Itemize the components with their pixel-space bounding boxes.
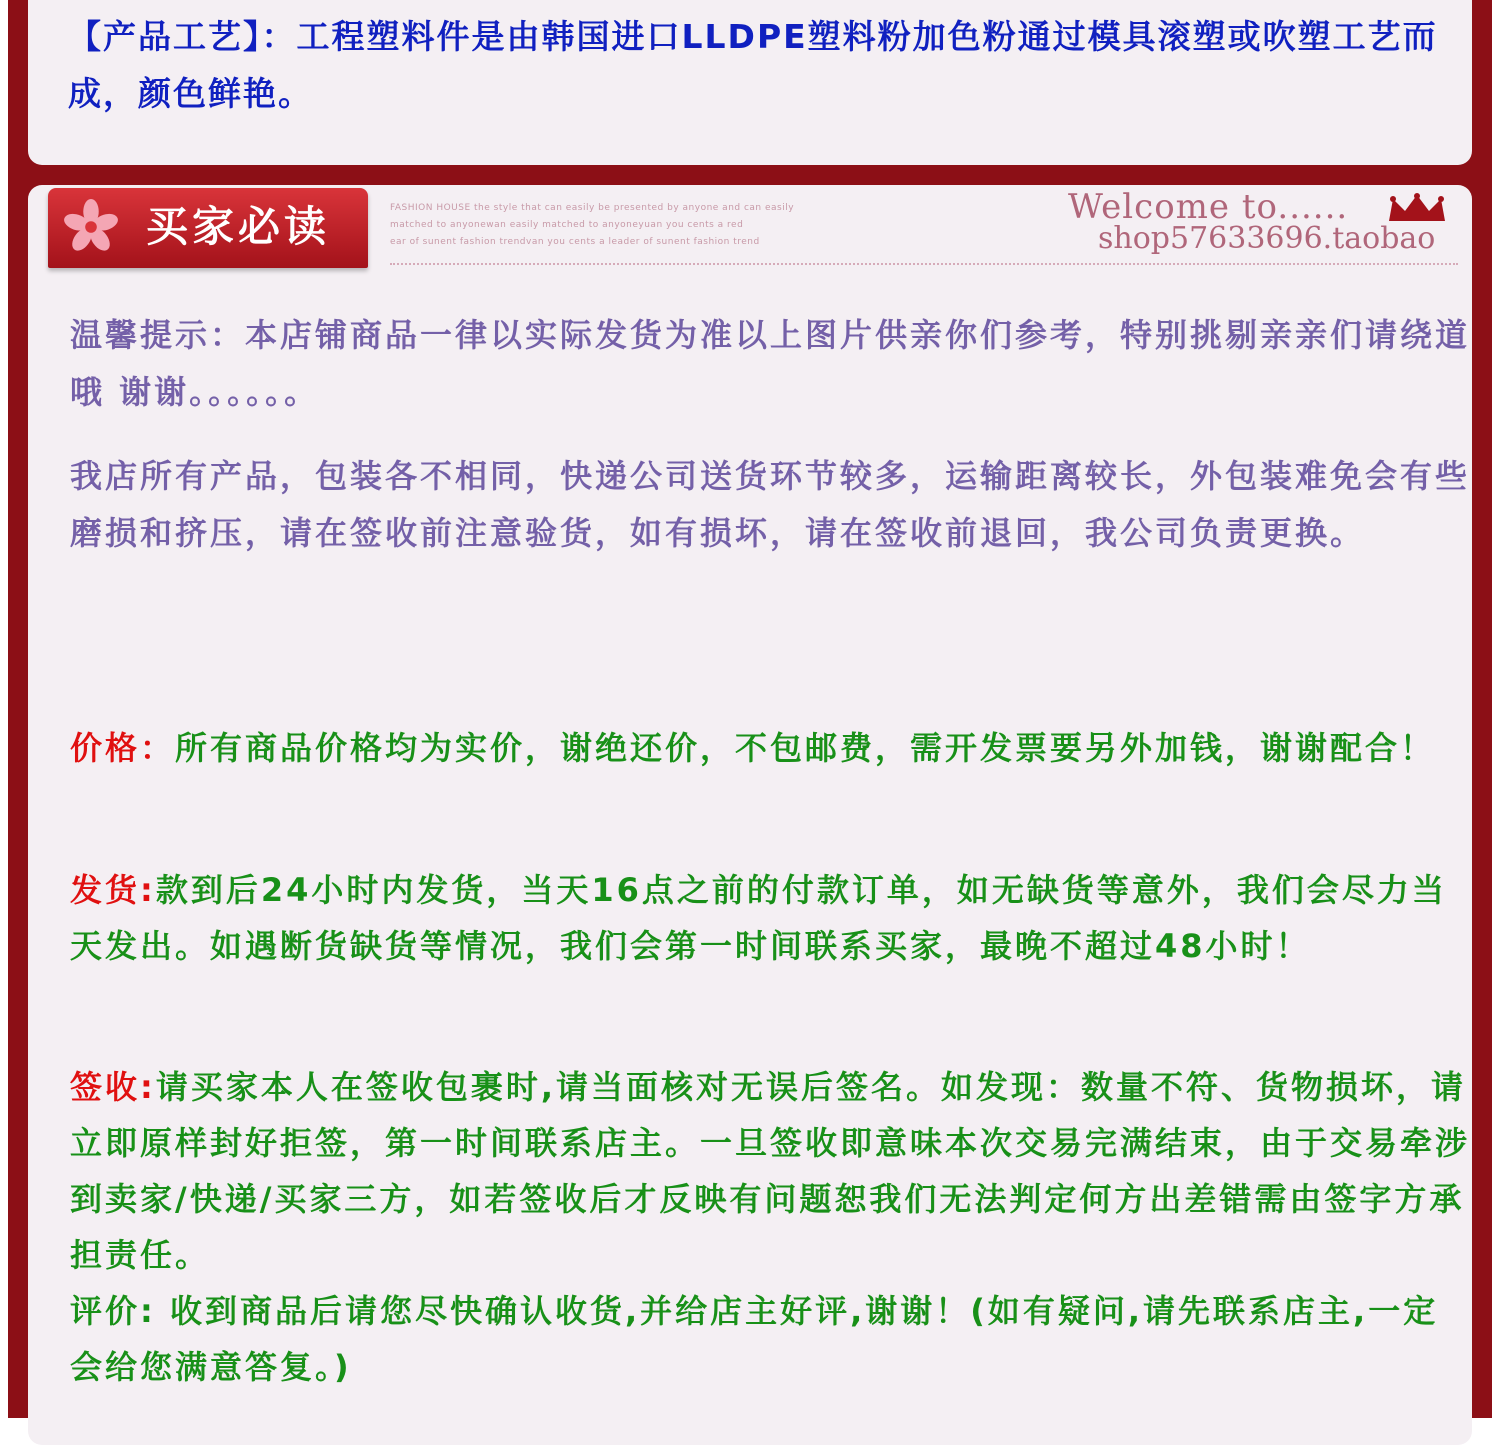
packaging-notice: 我店所有产品，包装各不相同，快递公司送货环节较多，运输距离较长，外包装难免会有些磨损和挤压，请在签收前注意验货，如有损坏，请在签收前退回，我公司负责更换。 [70, 457, 1471, 552]
shipping-label: 发货: [70, 871, 156, 909]
shipping-text: 款到后24小时内发货，当天16点之前的付款订单，如无缺货等意外，我们会尽力当天发出。如遇断货缺货等情况，我们会第一时间联系买家，最晚不超过48小时！ [70, 871, 1447, 965]
warm-tip: 温馨提示：本店铺商品一律以实际发货为准以上图片供亲你们参考，特别挑剔亲亲们请绕道哦 谢谢。。。。。。 [70, 316, 1471, 411]
welcome-text: Welcome to...... [1068, 187, 1349, 227]
fine-print-line: matched to anyonewan easily matched to anyoneyuan you cents a red [390, 220, 744, 230]
receipt-policy [70, 1059, 1470, 1283]
shipping-policy [70, 862, 1470, 974]
craft-panel [28, 0, 1472, 165]
receipt-label: 签收: [70, 1068, 156, 1106]
review-policy: 评价: 收到商品后请您尽快确认收货,并给店主好评,谢谢！(如有疑问,请先联系店主,一定会给您满意答复。) [70, 1292, 1439, 1386]
price-policy [70, 720, 1470, 776]
fine-print-line: ear of sunent fashion trendvan you cents a leader of sunent fashion trend [390, 237, 760, 247]
page-frame [8, 0, 1492, 1418]
badge-title: 买家必读 [146, 202, 331, 251]
header-divider [390, 263, 1458, 265]
receipt-text: 请买家本人在签收包裹时,请当面核对无误后签名。如发现：数量不符、货物损坏，请立即原样封好拒签，第一时间联系店主。一旦签收即意味本次交易完满结束，由于交易牵涉到卖家/快递/买家三方，如若签收后才反映有问题恕我们无法判定何方出差错需由签字方承担责任。 [70, 1068, 1471, 1274]
fine-print-line: FASHION HOUSE the style that can easily be presented by anyone and can easily [390, 203, 795, 213]
shop-address: shop57633696.taobao [1098, 221, 1436, 256]
buyer-must-read-badge [48, 188, 368, 268]
price-label: 价格： [70, 729, 176, 767]
flower-icon [62, 198, 120, 256]
price-text: 所有商品价格均为实价，谢绝还价，不包邮费，需开发票要另外加钱，谢谢配合！ [175, 729, 1436, 767]
crown-icon [1385, 193, 1449, 225]
buyer-notice-panel [28, 185, 1472, 1445]
craft-text: 【产品工艺】：工程塑料件是由韩国进口LLDPE塑料粉加色粉通过模具滚塑或吹塑工艺而成，颜色鲜艳。 [68, 17, 1438, 113]
